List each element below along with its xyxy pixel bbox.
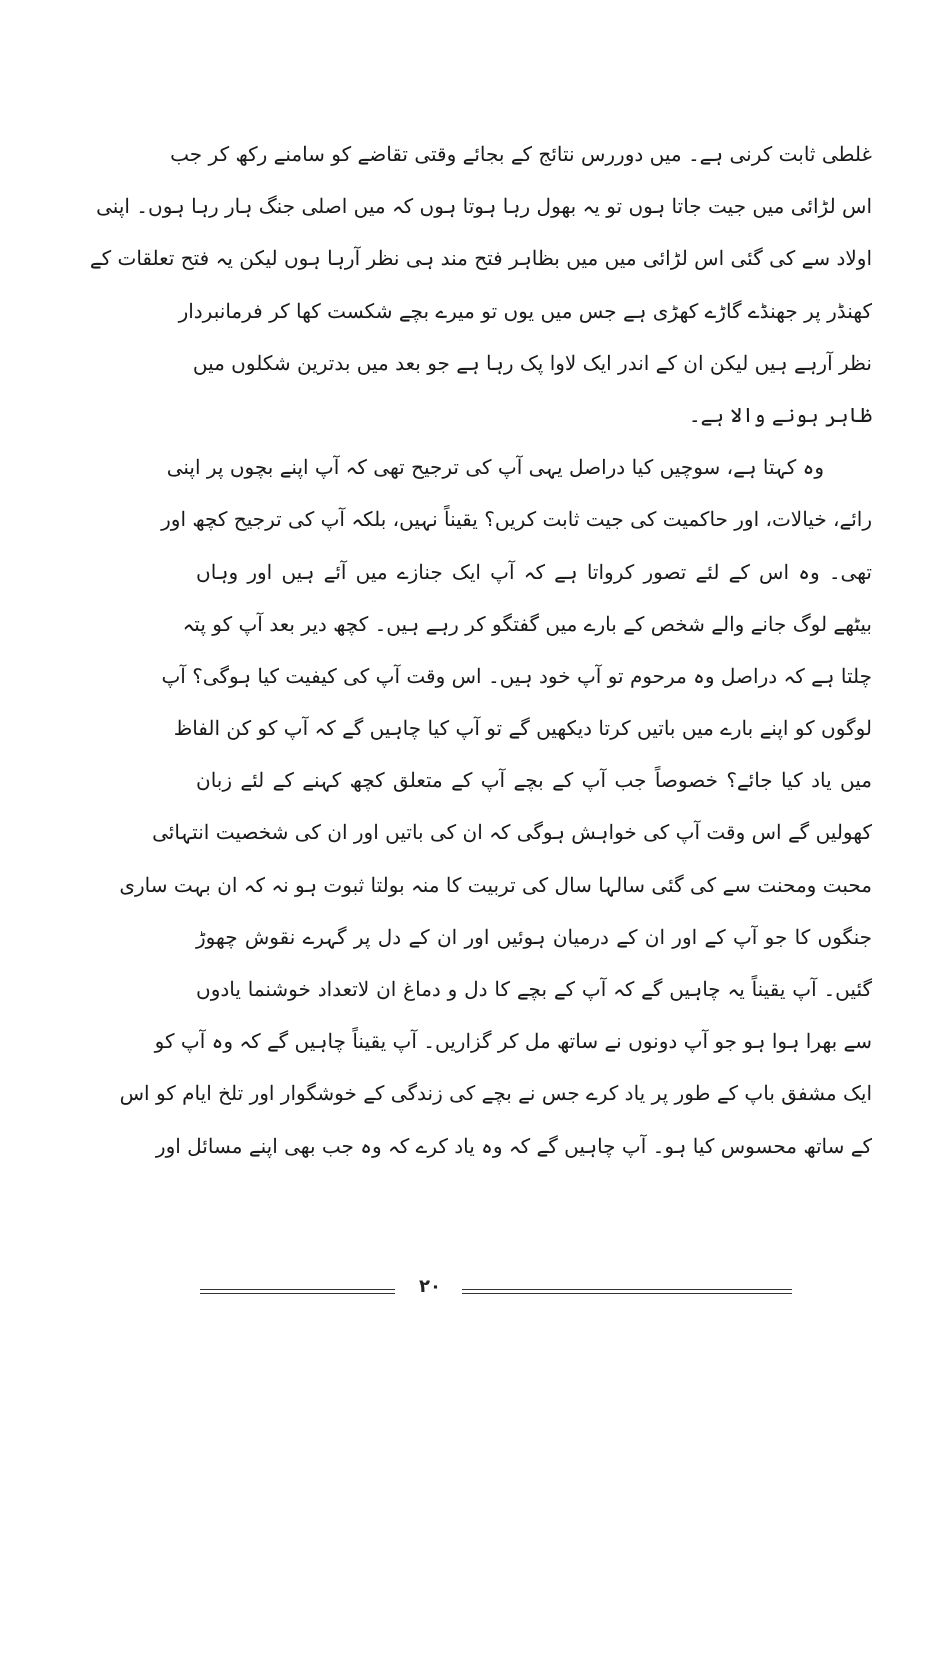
page-footer <box>0 1276 933 1302</box>
text-line: جنگوں کا جو آپ کے اور ان کے درمیان ہوئیں اور ان کے دل پر گہرے نقوش چھوڑ <box>196 924 872 949</box>
text-line: بیٹھے لوگ جانے والے شخص کے بارے میں گفتگو کر رہے ہیں۔ کچھ دیر بعد آپ کو پتہ <box>182 611 872 636</box>
text-line: غلطی ثابت کرنی ہے۔ میں دوررس نتائج کے بجائے وقتی تقاضے کو سامنے رکھ کر جب <box>170 142 872 166</box>
text-line: اس لڑائی میں جیت جاتا ہوں تو یہ بھول رہا ہوتا ہوں کہ میں اصلی جنگ ہار رہا ہوں۔ اپنی <box>96 194 872 219</box>
text-line: سے بھرا ہوا ہو جو آپ دونوں نے ساتھ مل کر گزاریں۔ آپ یقیناً چاہیں گے کہ وہ آپ کو <box>154 1029 872 1054</box>
page-body <box>89 128 872 1172</box>
text-line: تھی۔ وہ اس کے لئے تصور کرواتا ہے کہ آپ ایک جنازے میں آئے ہیں اور وہاں <box>196 559 872 584</box>
text-line: کھنڈر پر جھنڈے گاڑے کھڑی ہے جس میں یوں تو میرے بچے شکست کھا کر فرمانبردار <box>178 298 872 323</box>
footer-rule-right <box>462 1289 792 1294</box>
text-line: کے ساتھ محسوس کیا ہو۔ آپ چاہیں گے کہ وہ یاد کرے کہ وہ جب بھی اپنے مسائل اور <box>155 1133 872 1158</box>
text-line: کھولیں گے اس وقت آپ کی خواہش ہوگی کہ ان کی باتیں اور ان کی شخصیت انتہائی <box>152 820 872 845</box>
text-line: ایک مشفق باپ کے طور پر یاد کرے جس نے بچے کی زندگی کے خوشگوار اور تلخ ایام کو اس <box>119 1081 872 1106</box>
footer-rule-left <box>200 1289 395 1294</box>
text-line: لوگوں کو اپنے بارے میں باتیں کرتا دیکھیں گے تو آپ کیا چاہیں گے کہ آپ کو کن الفاظ <box>173 716 872 741</box>
text-line: ظاہر ہونے والا ہے۔ <box>688 402 872 427</box>
text-line: محبت ومحنت سے کی گئی سالہا سال کی تربیت کا منہ بولتا ثبوت ہو نہ کہ ان بہت ساری <box>119 872 872 897</box>
text-line: نظر آرہے ہیں لیکن ان کے اندر ایک لاوا پک رہا ہے جو بعد میں بدترین شکلوں میں <box>192 350 872 375</box>
page-number: ۲۰ <box>419 1276 441 1297</box>
text-line: میں یاد کیا جائے؟ خصوصاً جب آپ کے بچے آپ کے متعلق کچھ کہنے کے لئے زبان <box>196 768 872 793</box>
text-line: چلتا ہے کہ دراصل وہ مرحوم تو آپ خود ہیں۔ اس وقت آپ کی کیفیت کیا ہوگی؟ آپ <box>161 663 872 688</box>
text-line: رائے، خیالات، اور حاکمیت کی جیت ثابت کریں؟ یقیناً نہیں، بلکہ آپ کی ترجیح کچھ اور <box>161 507 872 532</box>
text-line: گئیں۔ آپ یقیناً یہ چاہیں گے کہ آپ کے بچے کا دل و دماغ ان لاتعداد خوشنما یادوں <box>196 977 872 1001</box>
text-line: اولاد سے کی گئی اس لڑائی میں میں بظاہر فتح مند ہی نظر آرہا ہوں لیکن یہ فتح تعلقات کے <box>89 246 872 271</box>
paragraph-start-line: وہ کہتا ہے، سوچیں کیا دراصل یہی آپ کی ترجیح تھی کہ آپ اپنے بچوں پر اپنی <box>166 455 824 480</box>
